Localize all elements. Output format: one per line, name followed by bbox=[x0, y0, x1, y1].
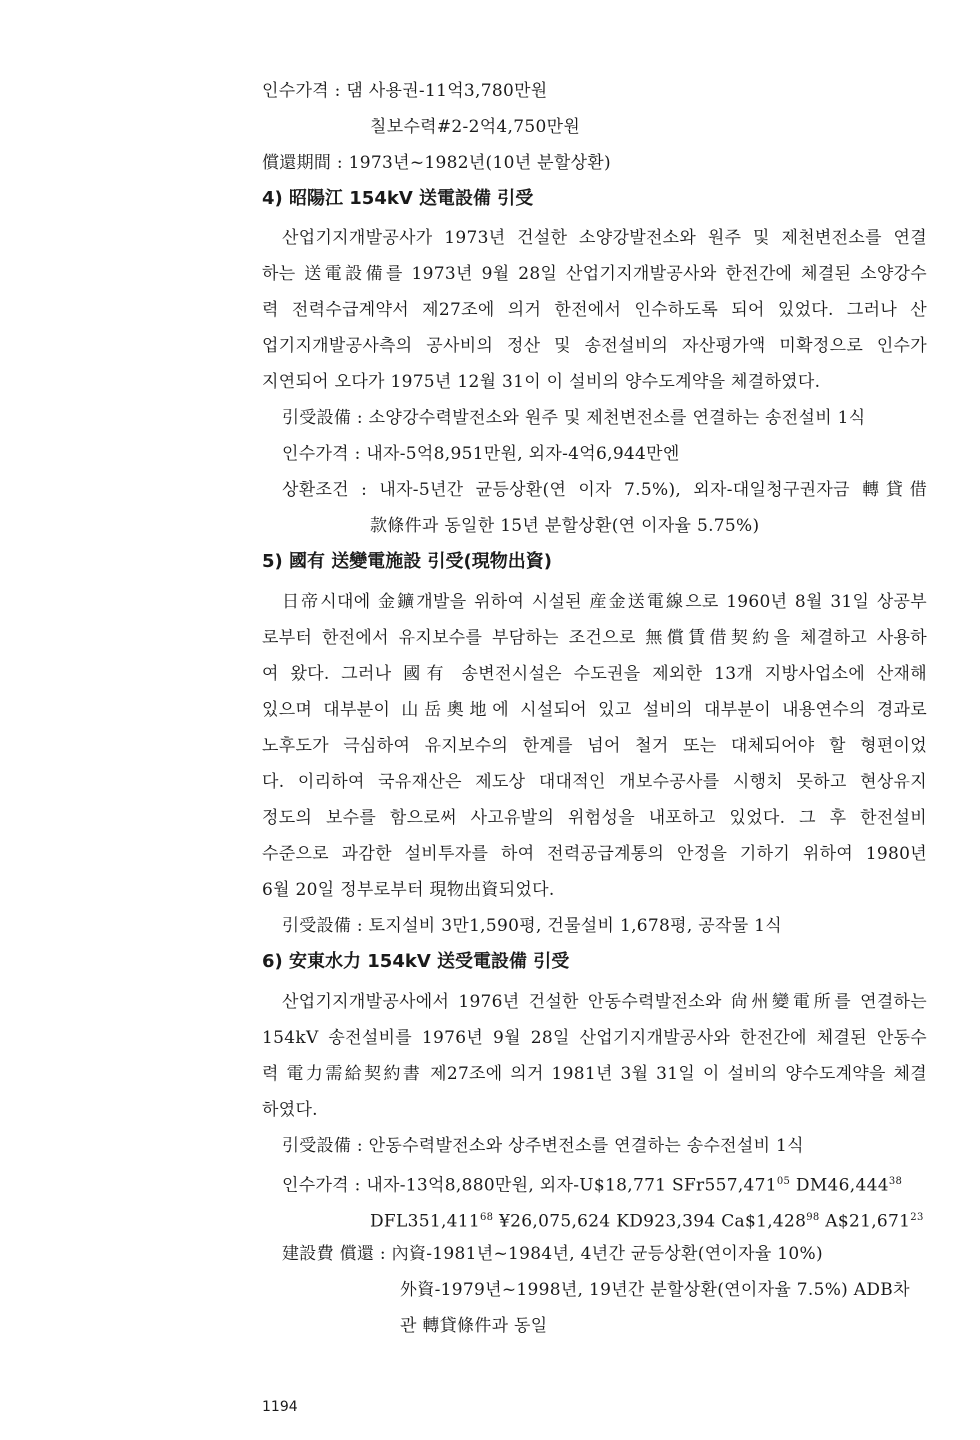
item-line: 引受設備 : 토지설비 3만1,590평, 건물설비 1,678평, 공작물 1식 bbox=[282, 916, 782, 936]
item-line: 款條件과 동일한 15년 분할상환(연 이자율 5.75%) bbox=[370, 516, 760, 536]
superscript-cents: 68 bbox=[480, 1212, 494, 1223]
price-line: 인수가격 : 댐 사용권-11억3,780만원 bbox=[262, 81, 548, 101]
paragraph-line: 154kV 송전설비를 1976년 9월 28일 산업기지개발공사와 한전간에 체결된 안동수 bbox=[262, 1028, 927, 1048]
paragraph-line: 정도의 보수를 함으로써 사고유발의 위험성을 내포하고 있었다. 그 후 한전설비 bbox=[262, 808, 927, 828]
paragraph-line: 력 電力需給契約書 제27조에 의거 1981년 3월 31일 이 설비의 양수도계약을 체결 bbox=[262, 1064, 927, 1084]
paragraph-line: 지연되어 오다가 1975년 12월 31이 이 설비의 양수도계약을 체결하였다. bbox=[262, 372, 821, 392]
paragraph-line: 있으며 대부분이 山岳奧地에 시설되어 있고 설비의 대부분이 내용연수의 경과로 bbox=[262, 700, 927, 720]
paragraph-line: 로부터 한전에서 유지보수를 부담하는 조건으로 無償賃借契約을 체결하고 사용하 bbox=[262, 628, 927, 648]
paragraph-line: 하는 送電設備를 1973년 9월 28일 산업기지개발공사와 한전간에 체결된 소양강수 bbox=[262, 264, 927, 284]
superscript-cents: 38 bbox=[888, 1176, 903, 1187]
price-text: A$21,671 bbox=[819, 1211, 911, 1232]
item-line: 상환조건 : 내자-5년간 균등상환(연 이자 7.5%), 외자-대일청구권자금 轉貸借 bbox=[282, 480, 927, 500]
item-line: 관 轉貸條件과 동일 bbox=[400, 1316, 548, 1336]
price-line-foreign bbox=[282, 1170, 902, 1198]
paragraph-line: 노후도가 극심하여 유지보수의 한계를 넘어 철거 또는 대체되어야 할 형편이었 bbox=[262, 736, 927, 756]
page-number: 1194 bbox=[262, 1399, 298, 1415]
paragraph-line: 산업기지개발공사가 1973년 건설한 소양강발전소와 원주 및 제천변전소를 연결 bbox=[282, 228, 927, 248]
section-heading-5: 5) 國有 送變電施設 引受(現物出資) bbox=[262, 551, 553, 572]
superscript-cents: 23 bbox=[910, 1212, 924, 1223]
repayment-period-line: 償還期間 : 1973년~1982년(10년 분할상환) bbox=[262, 153, 611, 173]
paragraph-line: 수준으로 과감한 설비투자를 하여 전력공급계통의 안정을 기하기 위하여 1980년 bbox=[262, 844, 927, 864]
price-line-foreign-2 bbox=[370, 1206, 924, 1234]
paragraph-line: 력 전력수급계약서 제27조에 의거 한전에서 인수하도록 되어 있었다. 그러나 산 bbox=[262, 300, 927, 320]
price-text: DFL351,411 bbox=[370, 1211, 481, 1232]
item-line: 인수가격 : 내자-5억8,951만원, 외자-4억6,944만엔 bbox=[282, 444, 680, 464]
price-text: ¥26,075,624 KD923,394 Ca$1,428 bbox=[493, 1211, 807, 1232]
paragraph-line: 산업기지개발공사에서 1976년 건설한 안동수력발전소와 尙州變電所를 연결하는 bbox=[282, 992, 927, 1012]
paragraph-line: 하였다. bbox=[262, 1100, 318, 1120]
paragraph-line: 다. 이리하여 국유재산은 제도상 대대적인 개보수공사를 시행치 못하고 현상유지 bbox=[262, 772, 927, 792]
paragraph-line: 6월 20일 정부로부터 現物出資되었다. bbox=[262, 880, 555, 900]
item-line: 引受設備 : 소양강수력발전소와 원주 및 제천변전소를 연결하는 송전설비 1식 bbox=[282, 408, 866, 428]
item-line: 外資-1979년~1998년, 19년간 분할상환(연이자율 7.5%) ADB차 bbox=[400, 1280, 910, 1300]
item-line: 建設費 償還 : 內資-1981년~1984년, 4년간 균등상환(연이자율 10%) bbox=[282, 1244, 823, 1264]
superscript-cents: 98 bbox=[806, 1212, 820, 1223]
paragraph-line: 여 왔다. 그러나 國有 송변전시설은 수도권을 제외한 13개 지방사업소에 산재해 bbox=[262, 664, 927, 684]
superscript-cents: 05 bbox=[776, 1176, 791, 1187]
section-heading-6: 6) 安東水力 154kV 送受電設備 引受 bbox=[262, 951, 570, 972]
section-heading-4: 4) 昭陽江 154kV 送電設備 引受 bbox=[262, 188, 534, 209]
price-text: DM46,444 bbox=[790, 1175, 889, 1196]
item-line: 引受設備 : 안동수력발전소와 상주변전소를 연결하는 송수전설비 1식 bbox=[282, 1136, 804, 1156]
paragraph-line: 日帝시대에 金鑛개발을 위하여 시설된 産金送電線으로 1960년 8월 31일 상공부 bbox=[282, 592, 927, 612]
paragraph-line: 업기지개발공사측의 공사비의 정산 및 송전설비의 자산평가액 미확정으로 인수가 bbox=[262, 336, 927, 356]
price-text: 인수가격 : 내자-13억8,880만원, 외자-U$18,771 SFr557,471 bbox=[282, 1175, 777, 1196]
price-line-2: 칠보수력#2-2억4,750만원 bbox=[370, 117, 581, 137]
